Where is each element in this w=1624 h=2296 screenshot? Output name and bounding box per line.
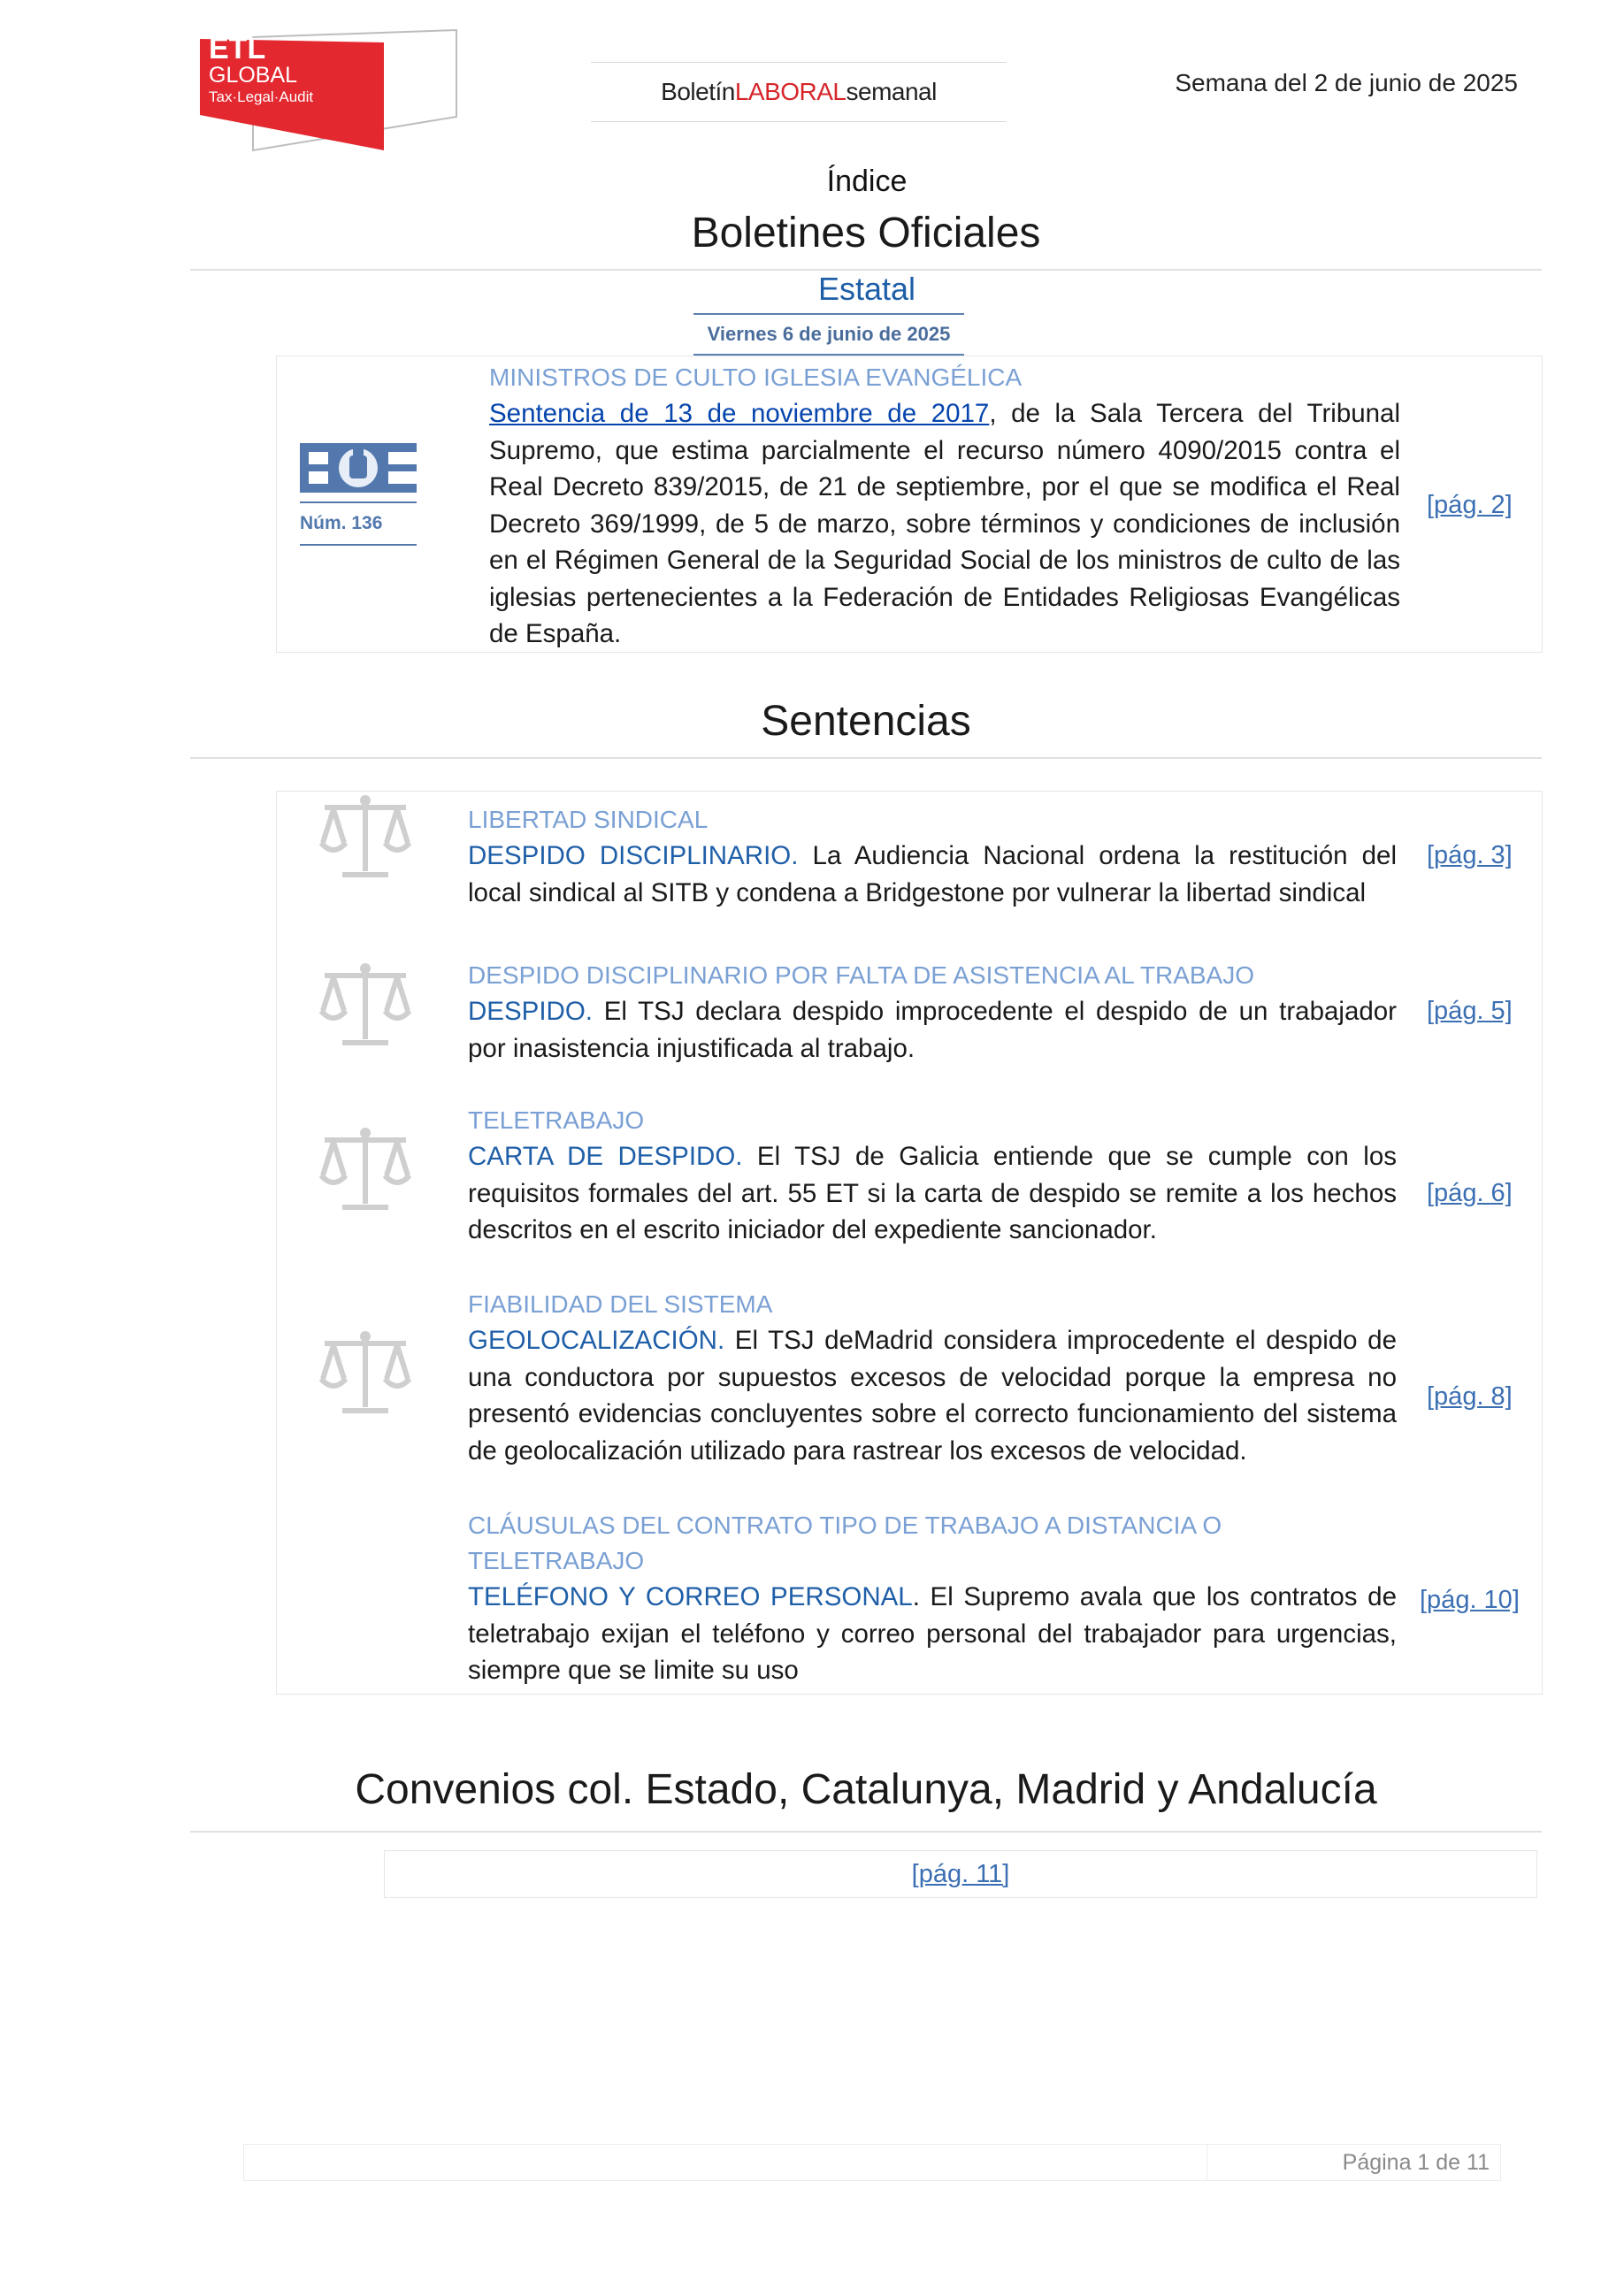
publication-date: Viernes 6 de junio de 2025 bbox=[693, 313, 964, 356]
page-ref-link[interactable]: [pág. 5] bbox=[1427, 997, 1513, 1025]
section-divider bbox=[190, 1831, 1542, 1833]
section-title-sentencias: Sentencias bbox=[761, 698, 971, 745]
etl-global-logo bbox=[188, 28, 460, 154]
entry-text bbox=[489, 395, 1400, 653]
boe-entry-panel bbox=[276, 356, 1543, 653]
sentencia-body: El TSJ declara despido improcedente el despido de un trabajador por inasistencia injustificada al trabajo. bbox=[468, 997, 1397, 1063]
sentencia-lead: DESPIDO. bbox=[468, 997, 593, 1026]
logo-brand-line2: GLOBAL bbox=[209, 63, 298, 88]
subsection-estatal: Estatal bbox=[817, 271, 916, 307]
sentencia-item bbox=[468, 958, 1397, 1067]
sentencia-body: . El Supremo avala que los contratos de teletrabajo exijan el teléfono y correo personal del trabajador para urgencias, siempre que se limite su uso bbox=[468, 1582, 1397, 1685]
page-ref-link[interactable]: [pág. 6] bbox=[1427, 1179, 1513, 1207]
entry-body: , de la Sala Tercera del Tribunal Supremo, que estima parcialmente el recurso número 4090/2015 contra el Real Decreto 839/2015, de 21 de septiembre, por el que se modifica el Real Decreto 369/1999, de 5 de marzo, sobre términos y condiciones de inclusión en el Régimen General de la Seguridad Social de los ministros de culto de las iglesias pertenecientes a la Federación de Entidades Religiosas Evangélicas de España. bbox=[489, 399, 1400, 648]
logo-brand-line1: ETL bbox=[209, 32, 266, 65]
sentencia-item bbox=[468, 1287, 1397, 1469]
sentencias-panel bbox=[276, 791, 1543, 1695]
sentencia-item bbox=[468, 802, 1397, 911]
logo-tagline: Tax·Legal·Audit bbox=[209, 88, 314, 105]
page-ref-link[interactable]: [pág. 11] bbox=[911, 1859, 1010, 1888]
scales-of-justice-icon bbox=[318, 1124, 413, 1216]
sentencia-link[interactable]: Sentencia de 13 de noviembre de 2017 bbox=[489, 399, 990, 428]
page-number: Página 1 de 11 bbox=[1342, 2149, 1490, 2175]
index-title: Índice bbox=[826, 165, 908, 198]
bulletin-prefix: Boletín bbox=[661, 78, 735, 105]
page-ref-link[interactable]: [pág. 10] bbox=[1420, 1586, 1520, 1614]
boe-emblem-icon bbox=[300, 441, 417, 496]
sentencia-category: CLÁUSULAS DEL CONTRATO TIPO DE TRABAJO A DISTANCIA O TELETRABAJO bbox=[468, 1512, 1222, 1574]
boe-entry-content bbox=[489, 360, 1400, 653]
sentencia-category: TELETRABAJO bbox=[468, 1106, 645, 1134]
sentencia-lead: DESPIDO DISCIPLINARIO. bbox=[468, 841, 799, 870]
bulletin-highlight: LABORAL bbox=[734, 78, 846, 105]
convenios-panel bbox=[384, 1850, 1537, 1898]
page-ref-link[interactable]: [pág. 8] bbox=[1427, 1382, 1513, 1411]
scales-of-justice-icon bbox=[318, 960, 413, 1052]
section-title-boletines: Boletines Oficiales bbox=[691, 210, 1041, 256]
section-title-convenios: Convenios col. Estado, Catalunya, Madrid y Andalucía bbox=[355, 1766, 1377, 1813]
bulletin-suffix: semanal bbox=[846, 78, 937, 105]
bulletin-title bbox=[591, 62, 1007, 122]
page-ref-link[interactable]: [pág. 3] bbox=[1427, 841, 1513, 869]
sentencia-category: FIABILIDAD DEL SISTEMA bbox=[468, 1290, 773, 1318]
boe-number: Núm. 136 bbox=[300, 501, 417, 546]
sentencia-item bbox=[468, 1103, 1397, 1249]
boe-logo bbox=[300, 441, 417, 547]
sentencia-body: El TSJ deMadrid considera improcedente el despido de una conductora por supuestos excesos de velocidad porque la empresa no presentó evidencias concluyentes sobre el correcto funcionamiento del sistema de geolocalización utilizado para rastrear los excesos de velocidad. bbox=[468, 1326, 1397, 1466]
section-divider bbox=[190, 757, 1542, 759]
page-ref-link[interactable]: [pág. 2] bbox=[1427, 491, 1513, 519]
scales-of-justice-icon bbox=[318, 1328, 413, 1420]
sentencia-category: DESPIDO DISCIPLINARIO POR FALTA DE ASISTENCIA AL TRABAJO bbox=[468, 961, 1254, 989]
sentencia-body: La Audiencia Nacional ordena la restitución del local sindical al SITB y condena a Bridgestone por vulnerar la libertad sindical bbox=[468, 841, 1397, 907]
entry-category: MINISTROS DE CULTO IGLESIA EVANGÉLICA bbox=[489, 364, 1023, 391]
sentencia-lead: TELÉFONO Y CORREO PERSONAL bbox=[468, 1582, 913, 1611]
sentencia-category: LIBERTAD SINDICAL bbox=[468, 806, 709, 833]
sentencia-body: El TSJ de Galicia entiende que se cumple con los requisitos formales del art. 55 ET si la carta de despido se remite a los hechos descritos en el escrito iniciador del expediente sancionador. bbox=[468, 1142, 1397, 1244]
sentencia-lead: CARTA DE DESPIDO. bbox=[468, 1142, 743, 1171]
week-label: Semana del 2 de junio de 2025 bbox=[1175, 69, 1518, 96]
scales-of-justice-icon bbox=[318, 792, 413, 884]
sentencia-lead: GEOLOCALIZACIÓN. bbox=[468, 1326, 725, 1355]
sentencia-item bbox=[468, 1508, 1397, 1689]
